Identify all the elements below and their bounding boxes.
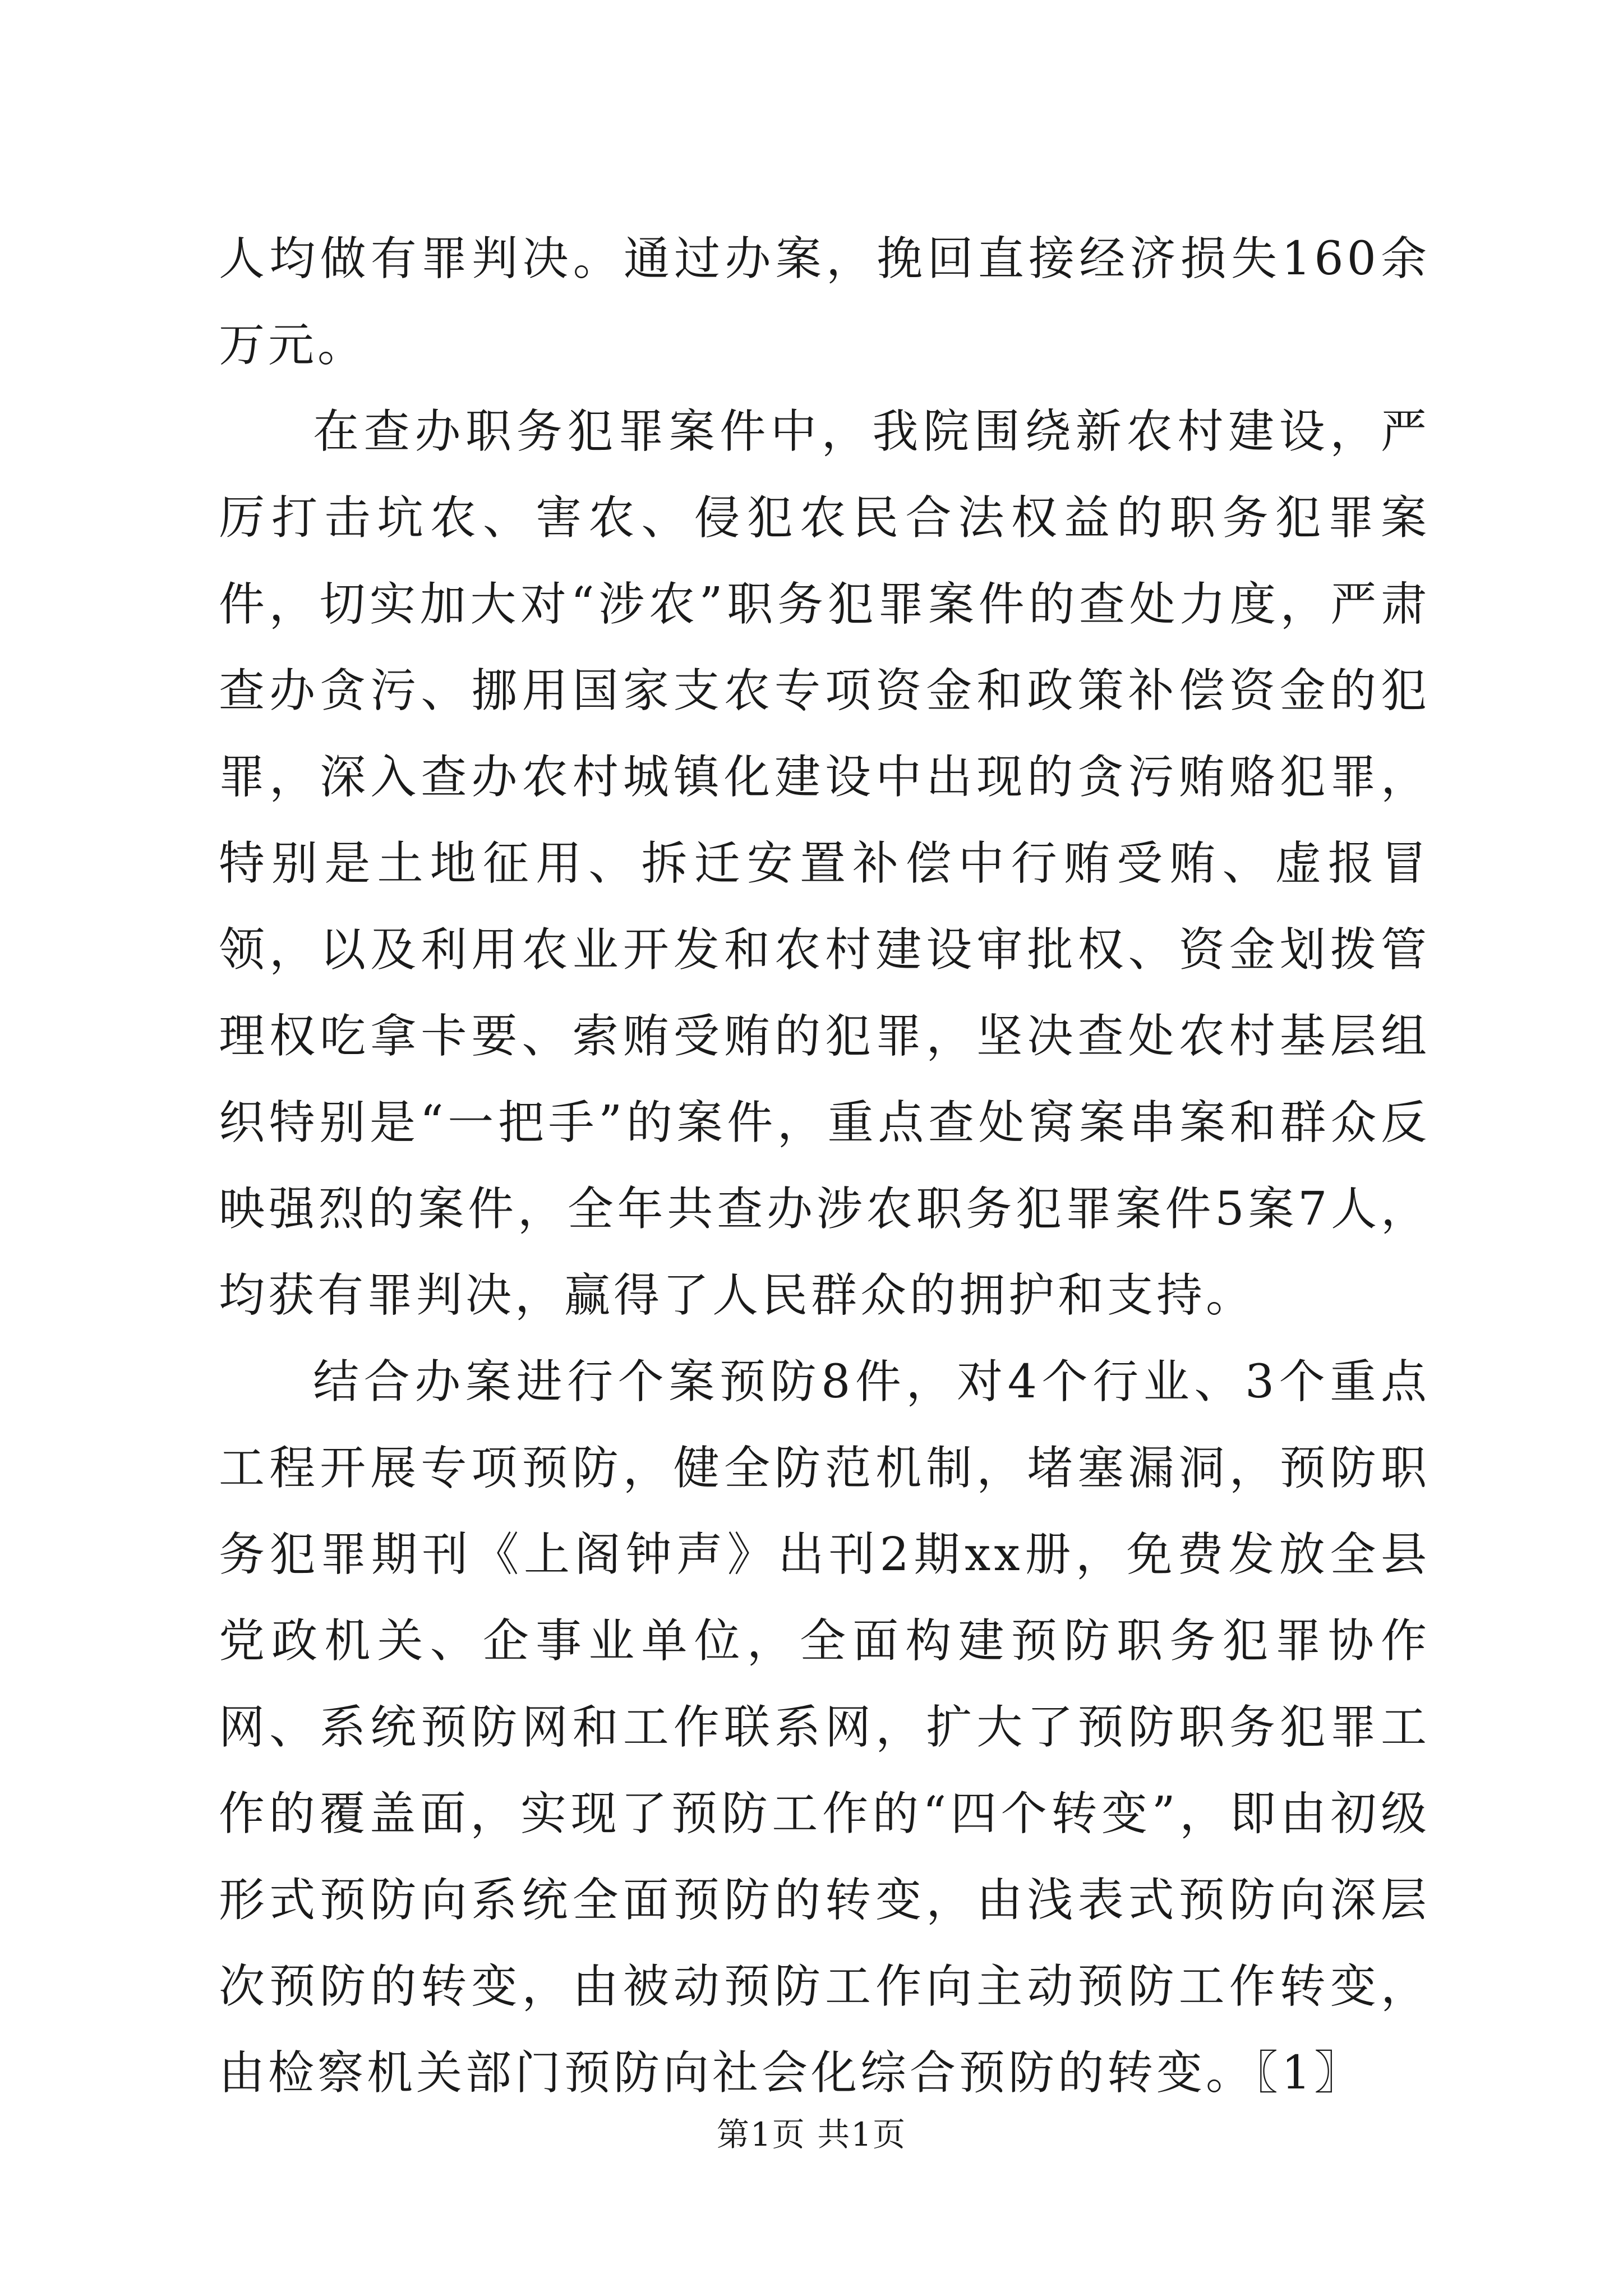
page-footer: 第1页 共1页 xyxy=(716,2115,907,2154)
document-body xyxy=(219,216,1430,2116)
paragraph-3: 结合办案进行个案预防8件，对4个行业、3个重点工程开展专项预防，健全防范机制，堵塞漏洞，预防职务犯罪期刊《上阁钟声》出刊2期xx册，免费发放全县党政机关、企事业单位，全面构建预防职务犯罪协作网、系统预防网和工作联系网，扩大了预防职务犯罪工作的覆盖面，实现了预防工作的“四个转变”，即由初级形式预防向系统全面预防的转变，由浅表式预防向深层次预防的转变，由被动预防工作向主动预防工作转变，由检察机关部门预防向社会化综合预防的转变。〖1〗 xyxy=(219,1355,1430,2100)
paragraph-2: 在查办职务犯罪案件中，我院围绕新农村建设，严厉打击坑农、害农、侵犯农民合法权益的职务犯罪案件，切实加大对“涉农”职务犯罪案件的查处力度，严肃查办贪污、挪用国家支农专项资金和政策补偿资金的犯罪，深入查办农村城镇化建设中出现的贪污贿赂犯罪，特别是土地征用、拆迁安置补偿中行贿受贿、虚报冒领，以及利用农业开发和农村建设审批权、资金划拨管理权吃拿卡要、索贿受贿的犯罪，坚决查处农村基层组织特别是“一把手”的案件，重点查处窝案串案和群众反映强烈的案件，全年共查办涉农职务犯罪案件5案7人，均获有罪判决，赢得了人民群众的拥护和支持。 xyxy=(219,405,1430,1322)
paragraph-1: 人均做有罪判决。通过办案，挽回直接经济损失160余万元。 xyxy=(219,232,1430,372)
